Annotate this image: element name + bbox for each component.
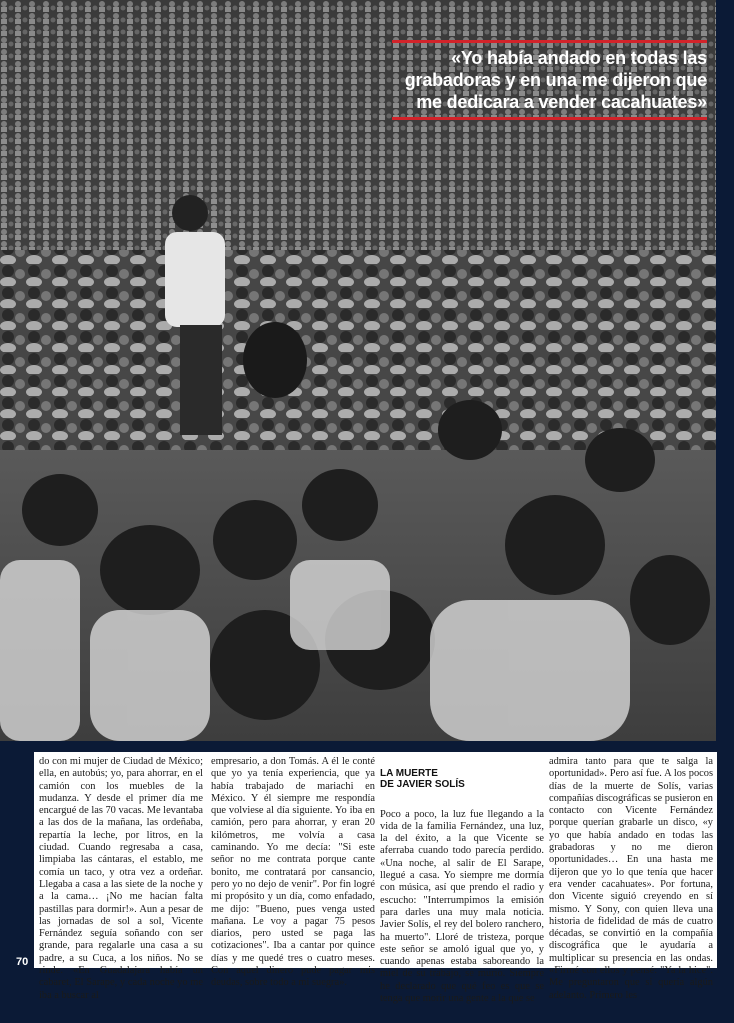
page-number: 70: [16, 956, 29, 968]
article-text-panel: [34, 752, 717, 1005]
article-column-3-text: Poco a poco, la luz fue llegando a la vida de la familia Fernández, una luz, la del éxito, a la que Vicente se aferraba cuando todo parecía perdido. «Una noche, al salir de El Sarape, llegué a casa. Yo siempre me dormía con música, así que prendo el radio y escucho: "Interrumpimos la emisión para darles una muy mala noticia. Javier Solís, el rey del bolero ranchero, ha muerto". Lloré de tristeza, porque este señor se amoló igual que yo, y cuando apenas estaba saboreando la miel de su trabajo, se murió. Siempre he declarado que qué feo es que se tenga que morir una gente a la que se: [380, 808, 544, 1005]
article-column-2: empresario, a don Tomás. A él le conté que yo ya tenía experiencia, que ya había trabajado de mariachi en México. Y él siempre me respondía que volviese al día siguiente. Yo iba en camión, pero para ahorrar, y eran 20 kilómetros, me volvía a casa caminando. Yo me decía: "Si este señor no me contrata porque cante bonito, me contratará por cansancio, pero yo no dejo de venir". Por fin logré mi propósito y un día, como enfadado, me dijo: "Bueno, pues venga usted mañana. Le voy a pagar 75 pesos diarios, pero usted se paga las cotizaciones". Iba a cantar por quince días y me quedé tres o cuatro meses. Con aquel dinero pude pagar mis deudas, sobre todo a mi suegra».: [211, 756, 375, 989]
pull-quote: [392, 40, 707, 120]
section-heading: LA MUERTE DE JAVIER SOLÍS: [380, 768, 465, 791]
article-column-4: admira tanto para que te salga la oportunidad». Pero así fue. A los pocos días de la muerte de Solís, varias compañías discográficas se pusieron en contacto con Vicente Fernández porque querían grabarle un disco, «y yo que había andado en todas las grabadoras y no me dieron oportunidades… En una hasta me dijeron que yo lo que tenía que hacer era vender cacahuates». Por fortuna, don Vicente siguió creyendo en sí mismo. Y Sony, con quien lleva una historia de fidelidad de más de cuatro décadas, se convirtió en la compañía discográfica que le ayudaría a multiplicar su presencia en las ondas. «Firmé con ellos y pensé: "Ya la hice". Me preguntaron que si quería algún adelanto. Primero les: [549, 756, 713, 1001]
article-column-1: do con mi mujer de Ciudad de México; ella, en autobús; yo, para ahorrar, en el camión con los muebles de la mudanza. Y desde el primer día me encargué de las 70 vacas. Me levantaba a las dos de la mañana, las ordeñaba, repartía la leche, por litros, en la ciudad. Cuando regresaba a casa, limpiaba las cántaras, el establo, me comía un taco, y otra vez a ordeñar. Llegaba a casa a las siete de la noche y a la cama… ¡No me hacían falta pastillas para dormir!». Aun a pesar de las jornadas de sol a sol, Vicente Fernández seguía soñando con ser grande, para regalarle una casa a su padre, a su Cuca, a los niños. No se rinde. «En Guadalajara había un cabaret, El Sarape, y cada noche yo me iba a buscar al: [39, 756, 203, 1001]
pull-quote-text: «Yo había andado en todas las grabadoras y en una me dijeron que me dedicara a vender cacahuates»: [404, 48, 707, 112]
article-column-3: [380, 756, 544, 1005]
